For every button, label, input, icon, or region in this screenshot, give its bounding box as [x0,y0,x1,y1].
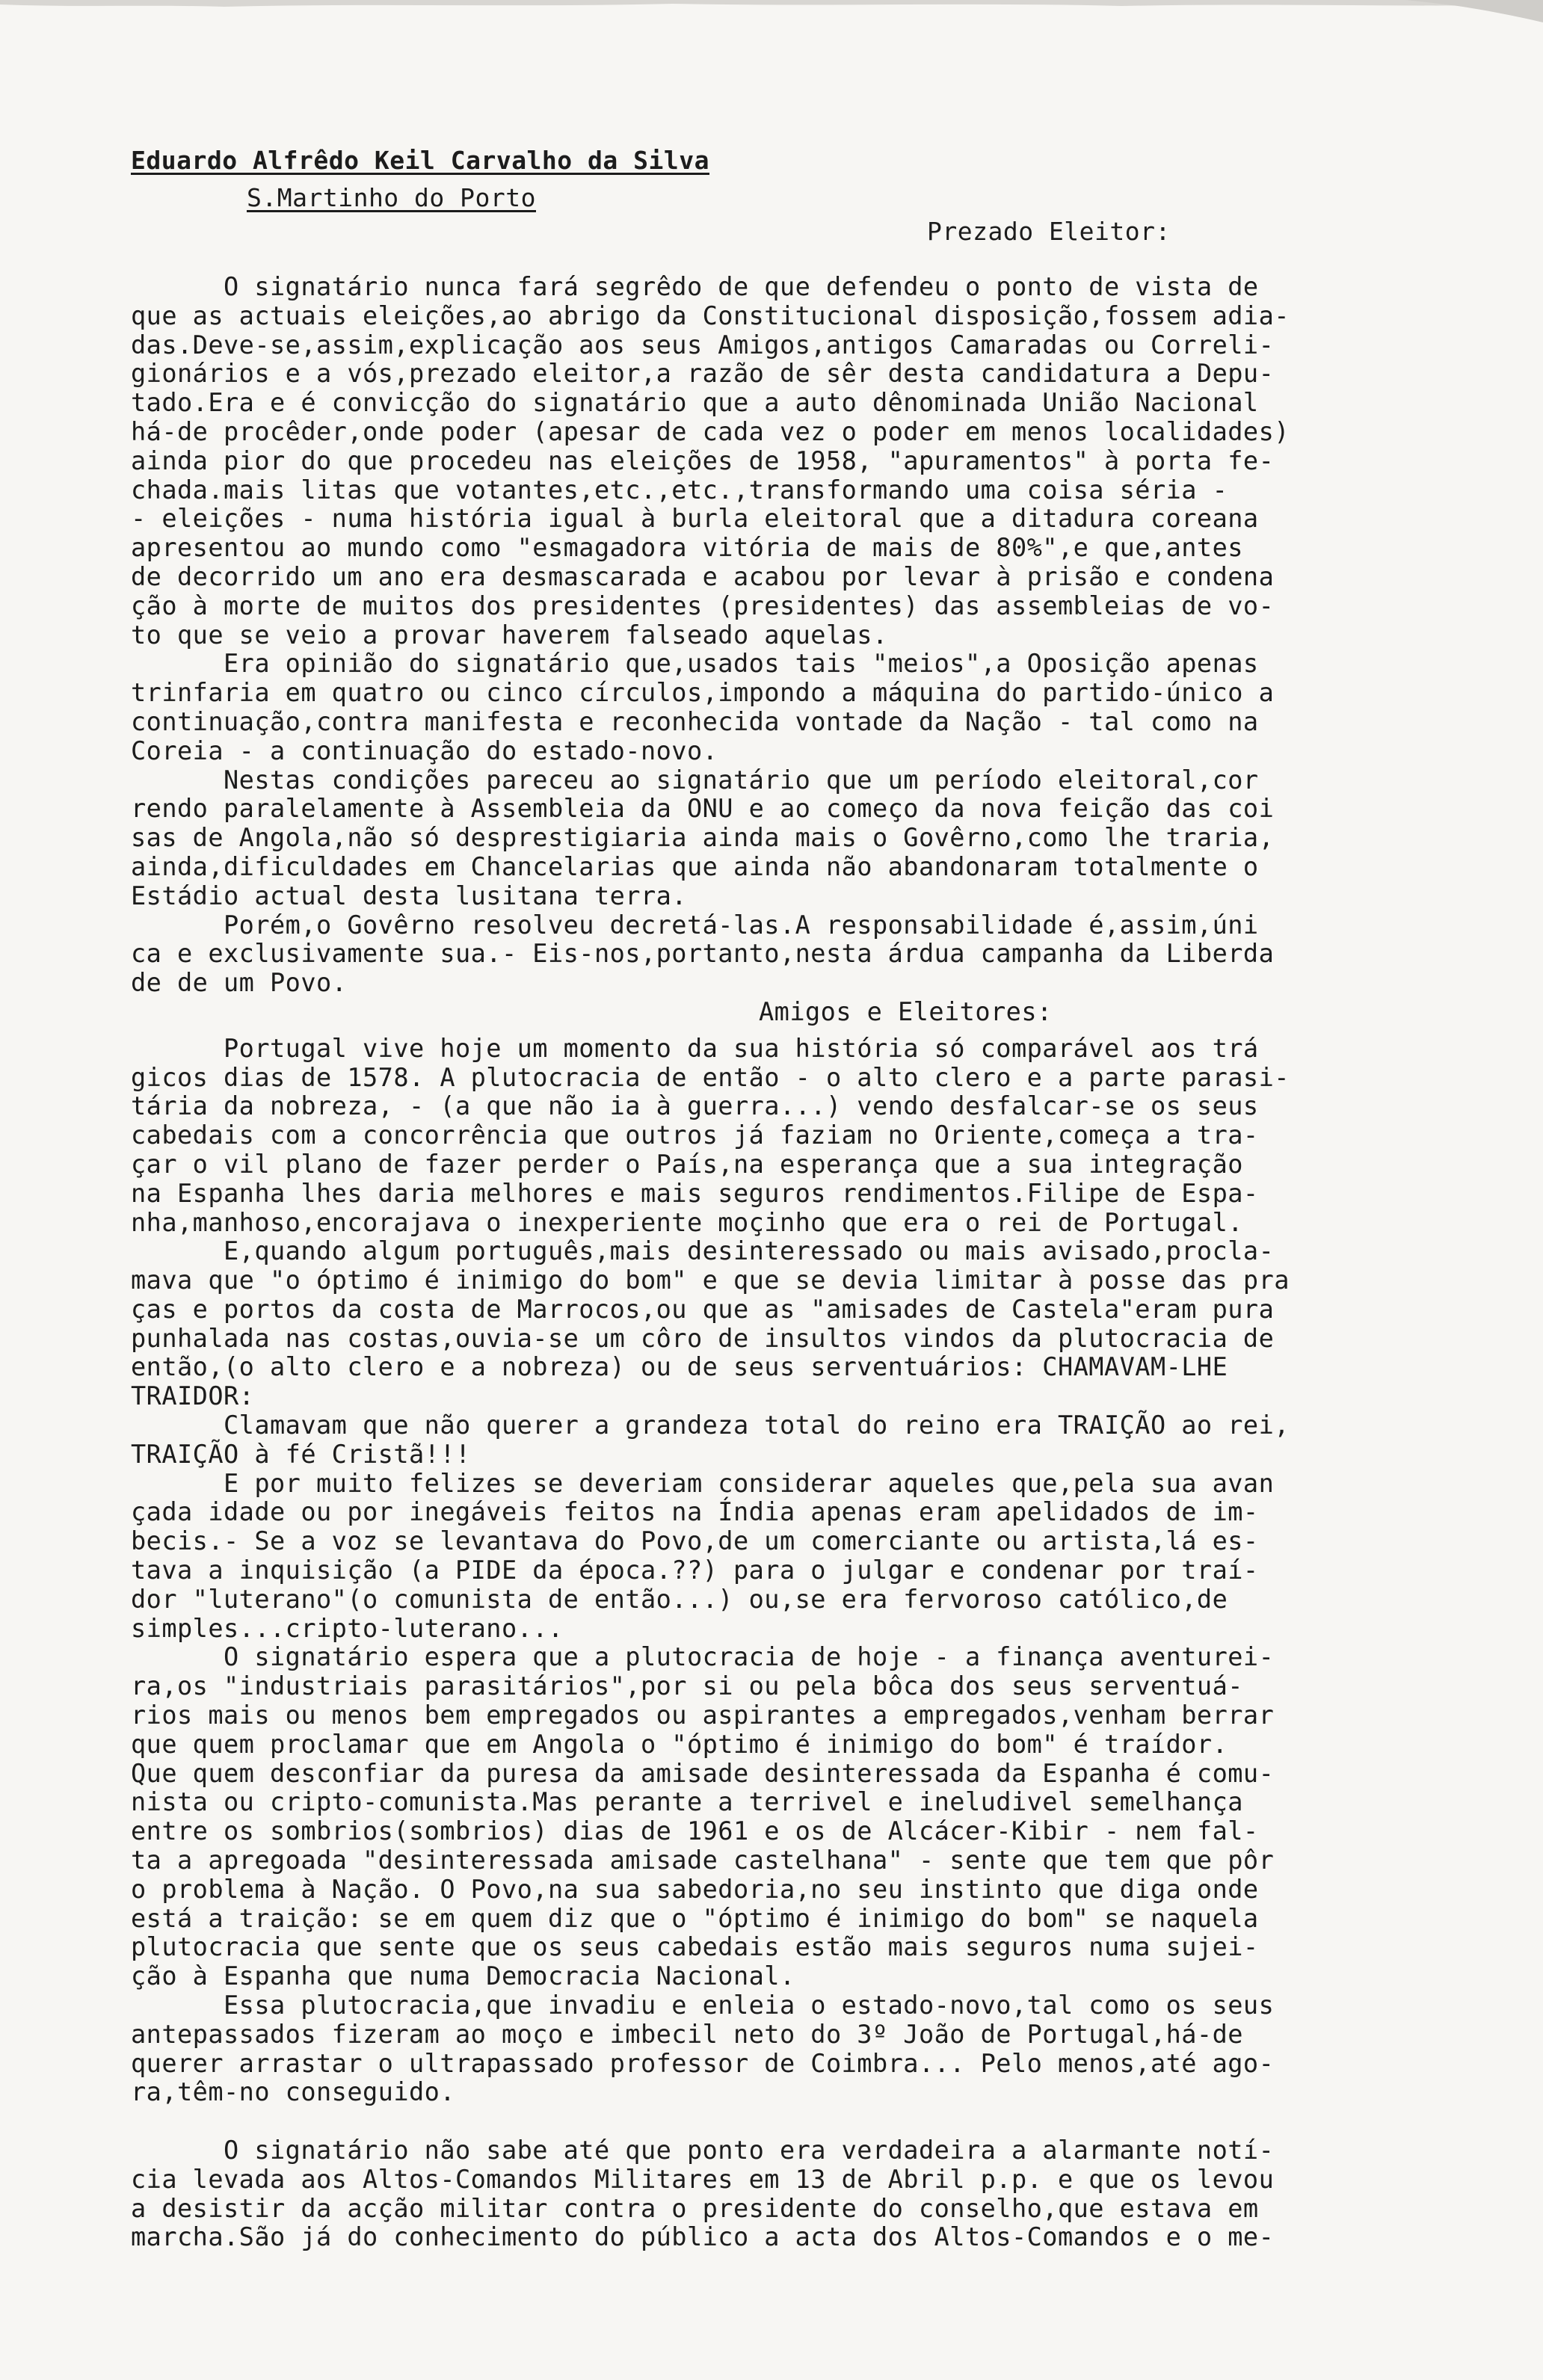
letter-line: nista ou cripto-comunista.Mas perante a terrivel e ineludivel semelhança [131,1787,1243,1817]
letter-line: - eleições - numa história igual à burla eleitoral que a ditadura coreana [131,504,1259,534]
letter-line: antepassados fizeram ao moço e imbecil neto do 3º João de Portugal,há-de [131,2019,1243,2049]
letter-line: ta a apregoada "desinteressada amisade castelhana" - sente que tem que pôr [131,1846,1275,1875]
sender-name: Eduardo Alfrêdo Keil Carvalho da Silva [131,146,709,175]
letter-line: de decorrido um ano era desmascarada e acabou por levar à prisão e condena [131,561,1275,591]
letter-line: apresentou ao mundo como "esmagadora vitória de mais de 80%",e que,antes [131,533,1243,563]
letter-line: que quem proclamar que em Angola o "óptimo é inimigo do bom" é traídor. [131,1729,1228,1759]
letter-line: tado.Era e é convicção do signatário que a auto dênominada União Nacional [131,388,1259,418]
letter-line: O signatário espera que a plutocracia de hoje - a finança aventurei- [131,1642,1275,1672]
sender-town: S.Martinho do Porto [247,183,536,212]
letter-line: a desistir da acção militar contra o presidente do conselho,que estava em [131,2193,1259,2223]
letter-line: rios mais ou menos bem empregados ou aspirantes a empregados,venham berrar [131,1701,1275,1730]
letter-line: to que se veio a provar haverem falseado aquelas. [131,620,888,650]
letter-line: ainda pior do que procedeu nas eleições de 1958, "apuramentos" à porta fe- [131,446,1275,475]
letter-line: çar o vil plano de fazer perder o País,na esperança que a sua integração [131,1149,1243,1179]
letter-line: mava que "o óptimo é inimigo do bom" e que se devia limitar à posse das pra [131,1265,1290,1295]
paragraph-gap [131,2107,1476,2136]
letter-line: entre os sombrios(sombrios) dias de 1961 e os de Alcácer-Kibir - nem fal- [131,1816,1259,1846]
section-heading: Amigos e Eleitores: [759,996,1053,1026]
letter-line: Coreia - a continuação do estado-novo. [131,736,718,765]
letter-line: tária da nobreza, - (a que não ia à guerra...) vendo desfalcar-se os seus [131,1091,1259,1121]
letter-line: Que quem desconfiar da puresa da amisade desinteressada da Espanha é comu- [131,1758,1275,1788]
letter-line: Essa plutocracia,que invadiu e enleia o estado-novo,tal como os seus [131,1991,1275,2020]
letter-line: o problema à Nação. O Povo,na sua sabedoria,no seu instinto que diga onde [131,1874,1259,1904]
letter-line: ra,os "industriais parasitários",por si ou pela bôca dos seus serventuá- [131,1671,1243,1701]
letter-line: punhalada nas costas,ouvia-se um côro de insultos vindos da plutocracia de [131,1323,1275,1353]
letter-line: becis.- Se a voz se levantava do Povo,de um comerciante ou artista,lá es- [131,1526,1259,1556]
salutation: Prezado Eleitor: [927,217,1171,246]
letter-line: gionários e a vós,prezado eleitor,a razão de sêr desta candidatura a Depu- [131,359,1275,389]
letter-line: continuação,contra manifesta e reconhecida vontade da Nação - tal como na [131,706,1259,736]
letter-line: ção à morte de muitos dos presidentes (presidentes) das assembleias de vo- [131,591,1275,620]
letter-line: chada.mais litas que votantes,etc.,etc.,transformando uma coisa séria - [131,475,1228,505]
letter-line: O signatário nunca fará segrêdo de que defendeu o ponto de vista de [131,272,1259,301]
letter-line: então,(o alto clero e a nobreza) ou de seus serventuários: CHAMAVAM-LHE [131,1352,1228,1382]
letter-line: ra,têm-no conseguido. [131,2077,455,2107]
letter-line: çada idade ou por inegáveis feitos na Índia apenas eram apelidados de im- [131,1497,1259,1527]
letter-line: cia levada aos Altos-Comandos Militares em 13 de Abril p.p. e que os levou [131,2164,1275,2194]
letter-line: E,quando algum português,mais desinteressado ou mais avisado,procla- [131,1236,1275,1266]
letter-line: gicos dias de 1578. A plutocracia de então - o alto clero e a parte parasi- [131,1062,1290,1092]
letter-line: na Espanha lhes daria melhores e mais seguros rendimentos.Filipe de Espa- [131,1178,1259,1208]
letter-line: tava a inquisição (a PIDE da época.??) para o julgar e condenar por traí- [131,1556,1259,1585]
letter-line: marcha.São já do conhecimento do público a acta dos Altos-Comandos e o me- [131,2222,1275,2252]
letter-line: há-de procêder,onde poder (apesar de cada vez o poder em menos localidades) [131,416,1290,446]
letter-line: Era opinião do signatário que,usados tais "meios",a Oposição apenas [131,649,1259,679]
letter-line: nha,manhoso,encorajava o inexperiente moçinho que era o rei de Portugal. [131,1207,1243,1237]
letter-line: TRAIDOR: [131,1381,255,1411]
letter-line: trinfaria em quatro ou cinco círculos,impondo a máquina do partido-único a [131,678,1275,708]
letter-line: Nestas condições pareceu ao signatário que um período eleitoral,cor [131,765,1259,795]
letter-body [131,273,1476,2252]
letter-line: ção à Espanha que numa Democracia Nacional. [131,1961,795,1991]
letter-line: sas de Angola,não só desprestigiaria ainda mais o Govêrno,como lhe traria, [131,823,1275,853]
letter-line: rendo paralelamente à Assembleia da ONU e ao começo da nova feição das coi [131,794,1275,824]
letter-line: está a traição: se em quem diz que o "óptimo é inimigo do bom" se naquela [131,1903,1259,1933]
letter-line: das.Deve-se,assim,explicação aos seus Amigos,antigos Camaradas ou Correli- [131,330,1275,360]
letter-line: Estádio actual desta lusitana terra. [131,881,687,910]
torn-top-edge [0,0,1543,30]
letter-line: Clamavam que não querer a grandeza total do reino era TRAIÇÃO ao rei, [131,1411,1290,1440]
letter-line: ca e exclusivamente sua.- Eis-nos,portanto,nesta árdua campanha da Liberda [131,939,1275,969]
letter-line: dor "luterano"(o comunista de então...) ou,se era fervoroso católico,de [131,1584,1228,1614]
letter-line: Portugal vive hoje um momento da sua história só comparável aos trá [131,1033,1259,1063]
letter-line: ças e portos da costa de Marrocos,ou que as "amisades de Castela"eram pura [131,1294,1275,1324]
letter-line: TRAIÇÃO à fé Cristã!!! [131,1439,471,1469]
letter-line: E por muito felizes se deveriam considerar aqueles que,pela sua avan [131,1468,1275,1498]
letter-line: de de um Povo. [131,968,348,998]
letter-line: que as actuais eleições,ao abrigo da Constitucional disposição,fossem adia- [131,300,1290,330]
letter-line: O signatário não sabe até que ponto era verdadeira a alarmante notí- [131,2136,1275,2165]
letter-line: cabedais com a concorrência que outros já faziam no Oriente,começa a tra- [131,1120,1259,1150]
letter-line: ainda,dificuldades em Chancelarias que ainda não abandonaram totalmente o [131,851,1259,881]
letter-line: simples...cripto-luterano... [131,1613,564,1643]
letter-line: querer arrastar o ultrapassado professor de Coimbra... Pelo menos,até ago- [131,2048,1275,2078]
letter-line: Porém,o Govêrno resolveu decretá-las.A responsabilidade é,assim,úni [131,910,1259,940]
letter-line: plutocracia que sente que os seus cabedais estão mais seguros numa sujei- [131,1932,1259,1962]
